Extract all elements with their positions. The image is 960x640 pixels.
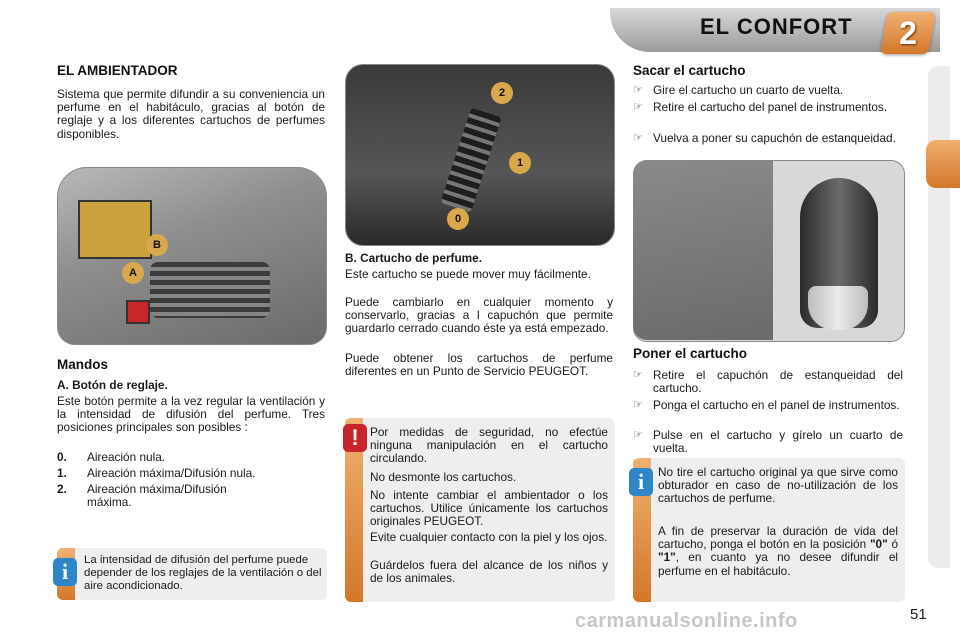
dashboard-detail (633, 160, 773, 340)
info-text-part: , en cuanto ya no desee difundir el perfume en el habitáculo. (658, 550, 898, 578)
hand-bullet-icon: ☞ (633, 399, 643, 411)
cartridge-text-2: Puede cambiarlo en cualquier momento y conservarlo, gracias a l capuchón que permite guardarlo cerrado cuando éste ya está empezado. (345, 295, 613, 336)
watermark: carmanualsonline.info (575, 610, 798, 632)
cartridge-cap (808, 286, 868, 330)
info-box-diffusion (57, 548, 327, 600)
warning-icon: ! (343, 424, 367, 452)
info-text-part: ó (887, 537, 899, 552)
list-item (633, 101, 903, 132)
dashboard-screen (78, 200, 152, 259)
page-number: 51 (910, 606, 927, 623)
list-item (633, 132, 903, 160)
intro-text: Sistema que permite difundir a su conveniencia un perfume en el habitáculo, gracias al botón de reglaje y a los diferentes cartuchos de perfumes disponibles. (57, 87, 325, 141)
list-item (633, 399, 903, 429)
insert-cartridge-title: Poner el cartucho (633, 346, 748, 361)
position-list (57, 451, 325, 513)
warning-box (345, 418, 615, 602)
position-item (57, 467, 325, 483)
step-text: Retire el cartucho del panel de instrumentos. (653, 100, 888, 114)
info-box-cartridge (633, 458, 905, 602)
remove-cartridge-title: Sacar el cartucho (633, 63, 746, 78)
position-text: Aireación máxima/Difusión nula. (87, 466, 256, 480)
chapter-badge (880, 12, 935, 54)
section-title: EL AMBIENTADOR (57, 63, 178, 78)
warning-text-3: No intente cambiar el ambientador o los cartuchos. Utilice únicamente los cartuchos originales PEUGEOT. (370, 488, 608, 529)
warning-text-4: Evite cualquier contacto con la piel y los ojos. (370, 530, 608, 544)
button-a-text: Este botón permite a la vez regular la ventilación y la intensidad de difusión del perfume. Tres posiciones principales son posibles : (57, 394, 325, 435)
remove-steps (633, 84, 903, 160)
callout-a: A (122, 262, 144, 284)
position-zero: "0" (869, 537, 888, 552)
info-icon: i (53, 558, 77, 586)
chapter-tab-active[interactable] (926, 140, 960, 188)
callout-0: 0 (447, 208, 469, 230)
step-text: Pulse en el cartucho y gírelo un cuarto de vuelta. (653, 428, 903, 456)
info-text-part: A fin de preservar la duración de vida del cartucho, ponga el botón en la posición (658, 524, 898, 552)
cartridge-title: B. Cartucho de perfume. (345, 251, 482, 265)
list-item (633, 429, 903, 457)
list-item (633, 84, 903, 101)
position-text: Aireación máxima/Difusión máxima. (87, 482, 227, 510)
callout-b: B (146, 234, 168, 256)
hand-bullet-icon: ☞ (633, 101, 643, 113)
position-one: "1" (658, 550, 676, 565)
mandos-title: Mandos (57, 357, 109, 372)
info-text-1: No tire el cartucho original ya que sirve como obturador en caso de no-utilización de los cartuchos de perfume. (658, 465, 898, 506)
vent-grill (150, 262, 270, 318)
hand-bullet-icon: ☞ (633, 132, 643, 144)
list-item (633, 369, 903, 399)
warning-text-1: Por medidas de seguridad, no efectúe ninguna manipulación en el cartucho circulando. (370, 425, 608, 466)
position-number: 1. (57, 466, 67, 480)
info-text: La intensidad de difusión del perfume puede depender de los reglajes de la ventilación o del aire acondicionado. (84, 554, 322, 592)
callout-2: 2 (491, 82, 513, 104)
cartridge-text-3: Puede obtener los cartuchos de perfume diferentes en un Punto de Servicio PEUGEOT. (345, 351, 613, 379)
chapter-number: 2 (899, 15, 917, 51)
position-text: Aireación nula. (87, 450, 166, 464)
position-number: 2. (57, 482, 67, 496)
position-item (57, 483, 325, 513)
position-item (57, 451, 325, 467)
page-title: EL CONFORT (700, 14, 853, 39)
info-icon: i (629, 468, 653, 496)
hazard-button (126, 300, 150, 324)
insert-steps (633, 369, 903, 457)
step-text: Vuelva a poner su capuchón de estanqueidad. (653, 131, 896, 145)
hand-bullet-icon: ☞ (633, 429, 643, 441)
warning-text-5: Guárdelos fuera del alcance de los niños y de los animales. (370, 558, 608, 586)
button-a-title: A. Botón de reglaje. (57, 378, 168, 392)
hand-bullet-icon: ☞ (633, 369, 643, 381)
hand-bullet-icon: ☞ (633, 84, 643, 96)
callout-1: 1 (509, 152, 531, 174)
step-text: Gire el cartucho un cuarto de vuelta. (653, 83, 844, 97)
warning-text-2: No desmonte los cartuchos. (370, 470, 517, 484)
info-text-2 (658, 525, 898, 578)
cartridge-text-1: Este cartucho se puede mover muy fácilmente. (345, 267, 591, 281)
position-number: 0. (57, 450, 67, 464)
step-text: Retire el capuchón de estanqueidad del cartucho. (653, 368, 903, 396)
step-text: Ponga el cartucho en el panel de instrumentos. (653, 398, 900, 412)
